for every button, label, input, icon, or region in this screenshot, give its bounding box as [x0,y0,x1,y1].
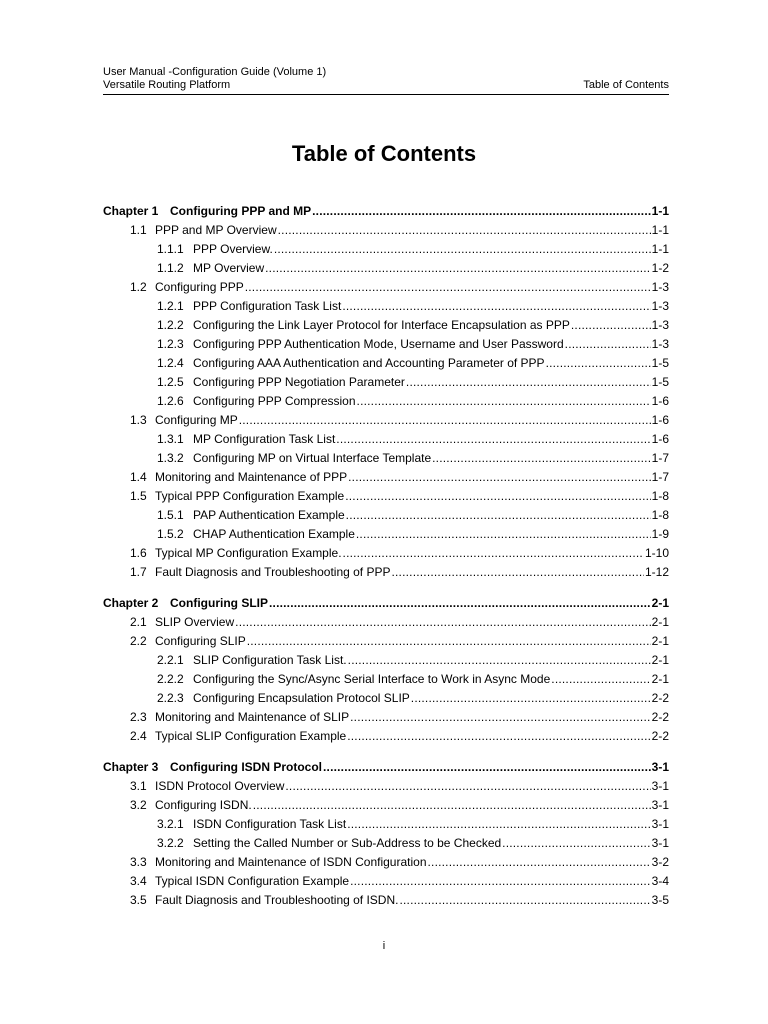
dot-leader [323,758,651,777]
chapter-gap [103,746,669,758]
entry-number: Chapter 3 [103,760,159,774]
toc-entry[interactable] [103,487,669,506]
toc-entry[interactable] [103,834,669,853]
entry-number: 1.5.2 [157,527,184,541]
dot-leader [399,891,650,910]
entry-number: 2.2.2 [157,672,184,686]
entry-title: MP Overview [193,261,265,275]
entry-number: 1.2.3 [157,337,184,351]
entry-number: 1.2.1 [157,299,184,313]
toc-entry[interactable] [103,544,669,563]
dot-leader [348,651,651,670]
entry-number: 3.4 [130,874,147,888]
manual-title: User Manual -Configuration Guide (Volume 1) [103,66,327,78]
entry-number: 1.1 [130,223,147,237]
entry-page-number: 1-1 [651,223,669,237]
entry-page-number: 2-1 [651,596,669,610]
toc-entry[interactable] [103,259,669,278]
entry-number: 2.2 [130,634,147,648]
entry-title: SLIP Configuration Task List. [193,653,347,667]
entry-title: Fault Diagnosis and Troubleshooting of PPP [155,565,391,579]
entry-page-number: 3-1 [651,798,669,812]
entry-number: 2.3 [130,710,147,724]
dot-leader [350,872,651,891]
entry-number: Chapter 1 [103,204,159,218]
toc-entry[interactable] [103,872,669,891]
entry-page-number: 2-2 [651,729,669,743]
entry-number: 1.2 [130,280,147,294]
dot-leader [502,834,650,853]
dot-leader [551,670,650,689]
dot-leader [350,708,651,727]
toc-chapter-entry[interactable] [103,594,669,613]
toc-entry[interactable] [103,651,669,670]
entry-page-number: 1-10 [644,546,669,560]
entry-page-number: 1-3 [651,280,669,294]
entry-page-number: 1-5 [651,356,669,370]
entry-title: Typical ISDN Configuration Example [155,874,350,888]
entry-page-number: 1-3 [651,318,669,332]
entry-page-number: 1-12 [644,565,669,579]
entry-number: 1.6 [130,546,147,560]
toc-entry[interactable] [103,796,669,815]
entry-number: 1.3.2 [157,451,184,465]
entry-title: Monitoring and Maintenance of ISDN Configuration [155,855,427,869]
entry-page-number: 1-1 [651,242,669,256]
entry-title: Configuring MP on Virtual Interface Template [193,451,432,465]
dot-leader [265,259,651,278]
toc-entry[interactable] [103,240,669,259]
toc-entry[interactable] [103,632,669,651]
entry-title: ISDN Configuration Task List [193,817,347,831]
entry-title: Configuring AAA Authentication and Accounting Parameter of PPP [193,356,545,370]
entry-title: Configuring PPP [155,280,244,294]
dot-leader [347,815,650,834]
toc-entry[interactable] [103,411,669,430]
dot-leader [345,487,650,506]
entry-page-number: 1-9 [651,527,669,541]
toc-entry[interactable] [103,708,669,727]
entry-number: 2.2.1 [157,653,184,667]
chapter-gap [103,582,669,594]
dot-leader [346,506,651,525]
entry-page-number: 3-2 [651,855,669,869]
toc-entry[interactable] [103,430,669,449]
dot-leader [336,430,650,449]
entry-title: SLIP Overview [155,615,235,629]
entry-number: 2.2.3 [157,691,184,705]
entry-page-number: 1-6 [651,413,669,427]
dot-leader [546,354,651,373]
dot-leader [348,468,651,487]
entry-number: 1.2.6 [157,394,184,408]
toc-entry[interactable] [103,316,669,335]
section-name: Table of Contents [583,79,669,91]
entry-page-number: 1-5 [651,375,669,389]
entry-page-number: 3-1 [651,817,669,831]
toc-entry[interactable] [103,468,669,487]
entry-title: Typical PPP Configuration Example [155,489,345,503]
dot-leader [565,335,651,354]
entry-title: Configuring PPP Authentication Mode, Username and User Password [193,337,564,351]
entry-number: 1.7 [130,565,147,579]
entry-page-number: 1-7 [651,470,669,484]
toc-chapter-entry[interactable] [103,202,669,221]
entry-title: Setting the Called Number or Sub-Address to be Checked [193,836,502,850]
toc-entry[interactable] [103,727,669,746]
dot-leader [342,297,650,316]
entry-title: Configuring the Link Layer Protocol for Interface Encapsulation as PPP [193,318,570,332]
entry-page-number: 3-5 [651,893,669,907]
dot-leader [357,392,651,411]
entry-title: PPP Configuration Task List [193,299,342,313]
entry-number: 1.1.1 [157,242,184,256]
toc-entry[interactable] [103,777,669,796]
entry-title: Typical SLIP Configuration Example [155,729,347,743]
dot-leader [285,777,650,796]
entry-title: Configuring PPP Compression [193,394,356,408]
entry-page-number: 1-6 [651,432,669,446]
toc-entry[interactable] [103,373,669,392]
entry-title: Typical MP Configuration Example. [155,546,342,560]
entry-number: 3.2 [130,798,147,812]
entry-number: 2.1 [130,615,147,629]
dot-leader [235,613,651,632]
entry-number: 3.3 [130,855,147,869]
dot-leader [411,689,651,708]
table-of-contents [103,202,669,910]
dot-leader [391,563,643,582]
dot-leader [432,449,651,468]
entry-title: PAP Authentication Example [193,508,345,522]
entry-number: 3.1 [130,779,147,793]
toc-entry[interactable] [103,613,669,632]
toc-entry[interactable] [103,278,669,297]
entry-page-number: 2-2 [651,710,669,724]
dot-leader [428,853,651,872]
entry-number: 1.3 [130,413,147,427]
entry-number: 3.5 [130,893,147,907]
header-row-2 [103,79,669,92]
toc-entry[interactable] [103,392,669,411]
entry-title: Configuring PPP Negotiation Parameter [193,375,405,389]
entry-title: Configuring SLIP [155,634,246,648]
entry-title: Configuring the Sync/Async Serial Interface to Work in Async Mode [193,672,551,686]
entry-page-number: 1-3 [651,337,669,351]
entry-title: Configuring MP [155,413,238,427]
entry-page-number: 1-1 [651,204,669,218]
toc-entry[interactable] [103,689,669,708]
dot-leader [247,632,651,651]
entry-number: 1.5 [130,489,147,503]
entry-page-number: 2-1 [651,672,669,686]
dot-leader [312,202,651,221]
entry-title: PPP Overview. [193,242,273,256]
header-row-1 [103,66,669,79]
entry-number: 1.1.2 [157,261,184,275]
entry-title: MP Configuration Task List [193,432,336,446]
entry-page-number: 1-3 [651,299,669,313]
entry-title: CHAP Authentication Example [193,527,355,541]
entry-page-number: 2-1 [651,653,669,667]
entry-number: 1.4 [130,470,147,484]
entry-page-number: 2-1 [651,615,669,629]
entry-number: 3.2.2 [157,836,184,850]
dot-leader [571,316,651,335]
entry-title: Monitoring and Maintenance of SLIP [155,710,350,724]
dot-leader [269,594,651,613]
entry-title: Configuring ISDN. [155,798,252,812]
toc-entry[interactable] [103,525,669,544]
entry-number: 1.5.1 [157,508,184,522]
dot-leader [278,221,651,240]
toc-entry[interactable] [103,891,669,910]
entry-page-number: 1-7 [651,451,669,465]
dot-leader [239,411,651,430]
entry-page-number: 3-1 [651,760,669,774]
entry-page-number: 3-1 [651,779,669,793]
page-number: i [382,940,386,952]
entry-title: Monitoring and Maintenance of PPP [155,470,348,484]
entry-title: Configuring PPP and MP [170,204,312,218]
entry-page-number: 2-1 [651,634,669,648]
product-name: Versatile Routing Platform [103,79,231,91]
entry-number: 1.2.2 [157,318,184,332]
entry-page-number: 1-8 [651,489,669,503]
page-title: Table of Contents [291,141,477,166]
entry-title: ISDN Protocol Overview [155,779,285,793]
toc-entry[interactable] [103,335,669,354]
toc-entry[interactable] [103,506,669,525]
toc-entry[interactable] [103,449,669,468]
dot-leader [253,796,651,815]
entry-title: Configuring SLIP [170,596,268,610]
entry-number: 1.3.1 [157,432,184,446]
entry-page-number: 1-2 [651,261,669,275]
toc-entry[interactable] [103,853,669,872]
entry-number: 3.2.1 [157,817,184,831]
entry-page-number: 1-8 [651,508,669,522]
entry-title: PPP and MP Overview [155,223,277,237]
entry-number: 2.4 [130,729,147,743]
entry-page-number: 3-1 [651,836,669,850]
toc-entry[interactable] [103,670,669,689]
entry-number: 1.2.4 [157,356,184,370]
toc-entry[interactable] [103,297,669,316]
dot-leader [343,544,644,563]
entry-number: 1.2.5 [157,375,184,389]
dot-leader [356,525,651,544]
entry-title: Configuring ISDN Protocol [170,760,322,774]
toc-entry[interactable] [103,221,669,240]
dot-leader [347,727,650,746]
entry-page-number: 2-2 [651,691,669,705]
entry-title: Configuring Encapsulation Protocol SLIP [193,691,410,705]
entry-page-number: 1-6 [651,394,669,408]
dot-leader [245,278,651,297]
dot-leader [274,240,651,259]
entry-title: Fault Diagnosis and Troubleshooting of ISDN. [155,893,399,907]
entry-page-number: 3-4 [651,874,669,888]
dot-leader [406,373,651,392]
entry-number: Chapter 2 [103,596,159,610]
toc-entry[interactable] [103,354,669,373]
toc-entry[interactable] [103,815,669,834]
toc-entry[interactable] [103,563,669,582]
page-header [103,66,669,95]
toc-chapter-entry[interactable] [103,758,669,777]
